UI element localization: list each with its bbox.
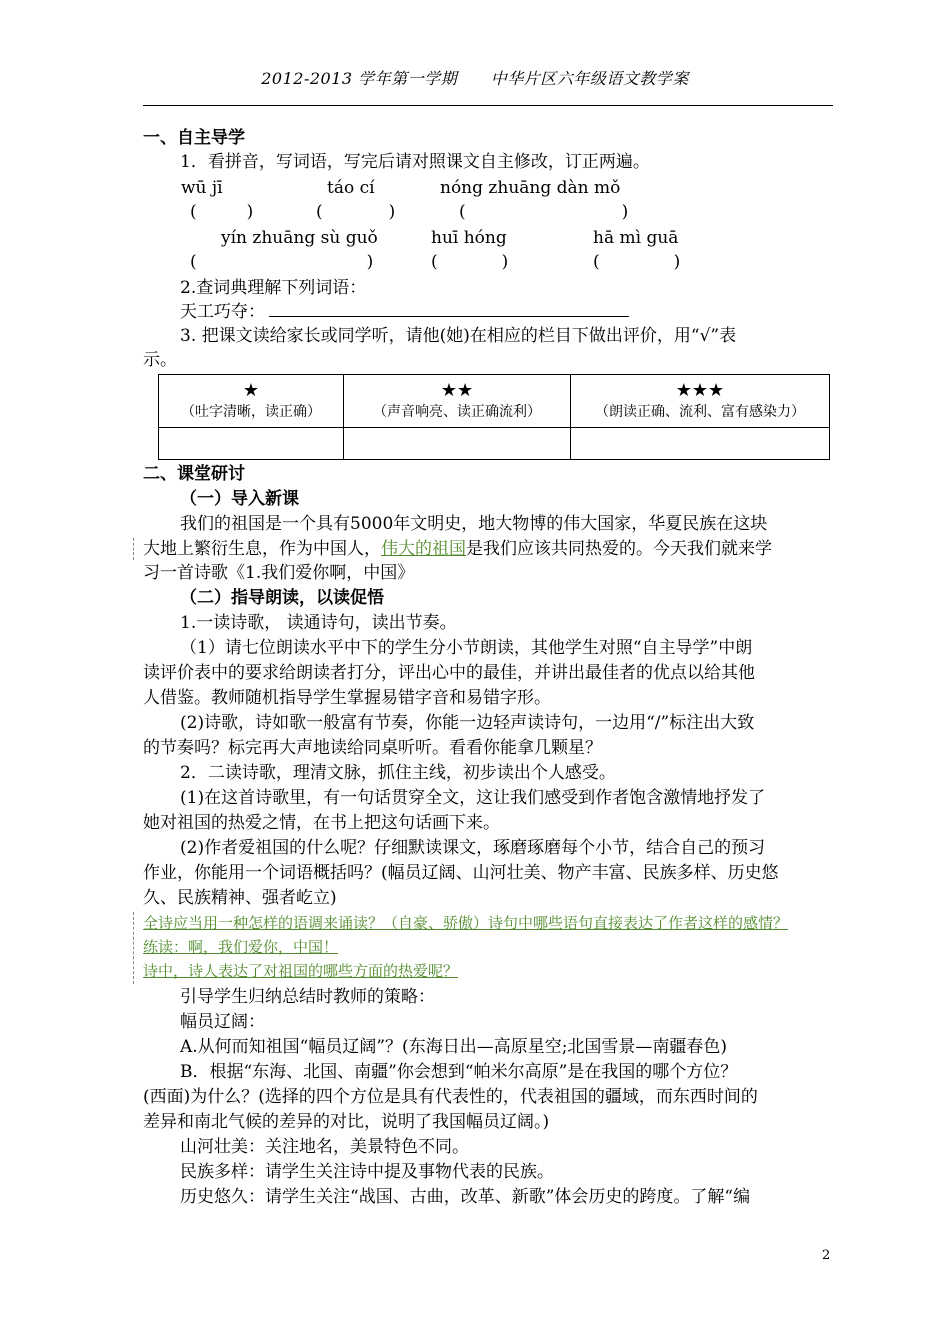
inserted-question-1: 全诗应当用一种怎样的语调来诵读？（自豪、骄傲）诗句中哪些语句直接表达了作者这样的感情？	[143, 914, 789, 932]
q3-instruction-cont: 示。	[143, 350, 177, 370]
step-1-2-line-1: (2)诗歌，诗如歌一般富有节奏，你能一边轻声读诗句，一边用“/”标注出大致	[180, 713, 755, 733]
subsection-1-title: （一）导入新课	[180, 489, 299, 509]
three-star-icon: ★★★	[675, 380, 725, 401]
answer-paren-3[interactable]: ( )	[459, 202, 629, 222]
q2-term: 天工巧夺：	[180, 302, 265, 322]
theme-landscape: 山河壮美：关注地名，美景特色不同。	[180, 1137, 469, 1157]
eval-cell-3[interactable]	[571, 428, 830, 460]
star-icon: ★	[242, 380, 260, 401]
intro-para-line-1: 我们的祖国是一个具有5000年文明史，地大物博的伟大国家，华夏民族在这块	[180, 514, 768, 534]
step-2-1-line-2: 她对祖国的热爱之情，在书上把这句话画下来。	[143, 813, 500, 833]
step-1-1-line-3: 人借鉴。教师随机指导学生掌握易错字音和易错字形。	[143, 688, 551, 708]
q1-instruction: 1．看拼音，写词语，写完后请对照课文自主修改，订正两遍。	[180, 152, 650, 172]
pinyin-2: táo cí	[327, 178, 375, 198]
header-term: 2012-2013 学年第一学期	[261, 69, 458, 88]
pinyin-3: nóng zhuāng dàn mǒ	[440, 178, 621, 198]
inserted-question-2: 诗中，诗人表达了对祖国的哪些方面的热爱呢？	[143, 962, 459, 980]
pinyin-6: hā mì guā	[593, 228, 679, 248]
step-1-2-line-2: 的节奏吗？标完再大声地读给同桌听听。看看你能拿几颗星？	[143, 738, 602, 758]
strategy-intro: 引导学生归纳总结时教师的策略：	[180, 987, 435, 1007]
answer-paren-5[interactable]: ( )	[431, 252, 509, 272]
pinyin-1: wū jī	[181, 178, 223, 198]
answer-paren-4[interactable]: ( )	[190, 252, 374, 272]
step-2-2-line-2: 作业，你能用一个词语概括吗？(幅员辽阔、山河壮美、物产丰富、民族多样、历史悠	[143, 863, 779, 883]
change-bar-2	[133, 912, 134, 984]
step-1-1-line-2: 读评价表中的要求给朗读者打分，评出心中的最佳，并讲出最佳者的优点以给其他	[143, 663, 755, 683]
theme-ethnic: 民族多样：请学生关注诗中提及事物代表的民族。	[180, 1162, 554, 1182]
theme-vast-b-line-2: (西面)为什么？(选择的四个方位是具有代表性的，代表祖国的疆域，而东西时间的	[143, 1087, 758, 1107]
section-1-title: 一、自主导学	[143, 128, 245, 148]
theme-vast-b-line-1: B．根据“东海、北国、南疆”你会想到“帕米尔高原”是在我国的哪个方位？	[180, 1062, 738, 1082]
tracked-change: 伟大的祖国	[381, 539, 466, 559]
theme-history: 历史悠久：请学生关注“战国、古曲，改革、新歌”体会历史的跨度。了解“编	[180, 1187, 751, 1207]
section-2-title: 二、课堂研讨	[143, 464, 245, 484]
answer-paren-6[interactable]: ( )	[593, 252, 681, 272]
pinyin-4: yín zhuāng sù guǒ	[221, 228, 378, 248]
step-2-2-line-1: (2)作者爱祖国的什么呢？仔细默读课文，琢磨琢磨每个小节，结合自己的预习	[180, 838, 766, 858]
page-number: 2	[822, 1248, 831, 1263]
q2-item	[180, 300, 629, 324]
eval-header-1: ★ （吐字清晰，读正确）	[159, 375, 344, 428]
answer-paren-2[interactable]: ( )	[316, 202, 396, 222]
theme-vast-a: A.从何而知祖国“幅员辽阔”？(东海日出—高原星空;北国雪景—南疆春色)	[180, 1037, 728, 1057]
theme-vast-b-line-3: 差异和南北气候的差异的对比，说明了我国幅员辽阔。)	[143, 1112, 550, 1132]
step-1-1-line-1: （1）请七位朗读水平中下的学生分小节朗读，其他学生对照“自主导学”中朗	[180, 638, 753, 658]
subsection-2-title: （二）指导朗读，以读促悟	[180, 588, 384, 608]
header-rule	[143, 105, 833, 106]
inserted-practice: 练读：啊，我们爱你，中国！	[143, 938, 339, 956]
page-header	[0, 66, 950, 89]
q2-instruction: 2.查词典理解下列词语：	[180, 278, 367, 298]
step-2-1-line-1: (1)在这首诗歌里，有一句话贯穿全文，这让我们感受到作者饱含激情地抒发了	[180, 788, 766, 808]
eval-header-2: ★★ （声音响亮、读正确流利）	[344, 375, 571, 428]
q3-instruction: 3. 把课文读给家长或同学听，请他(她)在相应的栏目下做出评价，用“√”表	[180, 326, 737, 346]
eval-header-3: ★★★ （朗读正确、流利、富有感染力）	[571, 375, 830, 428]
answer-paren-1[interactable]: ( )	[190, 202, 254, 222]
reading-evaluation-table	[158, 374, 830, 460]
theme-vast: 幅员辽阔：	[180, 1012, 265, 1032]
pinyin-5: huī hóng	[431, 228, 507, 248]
two-star-icon: ★★	[440, 380, 474, 401]
eval-cell-1[interactable]	[159, 428, 344, 460]
step-2-2-line-3: 久、民族精神、强者屹立)	[143, 888, 337, 908]
q2-answer-line[interactable]	[269, 300, 629, 317]
eval-cell-2[interactable]	[344, 428, 571, 460]
step-1: 1.一读诗歌， 读通诗句，读出节奏。	[180, 613, 457, 633]
intro-para-line-2: 大地上繁衍生息，作为中国人，伟大的祖国是我们应该共同热爱的。今天我们就来学	[143, 539, 772, 559]
intro-para-line-3: 习一首诗歌《1.我们爱你啊，中国》	[143, 563, 415, 583]
change-bar	[133, 538, 134, 560]
step-2: 2．二读诗歌，理清文脉，抓住主线，初步读出个人感受。	[180, 763, 616, 783]
header-course: 中华片区六年级语文教学案	[490, 69, 689, 88]
